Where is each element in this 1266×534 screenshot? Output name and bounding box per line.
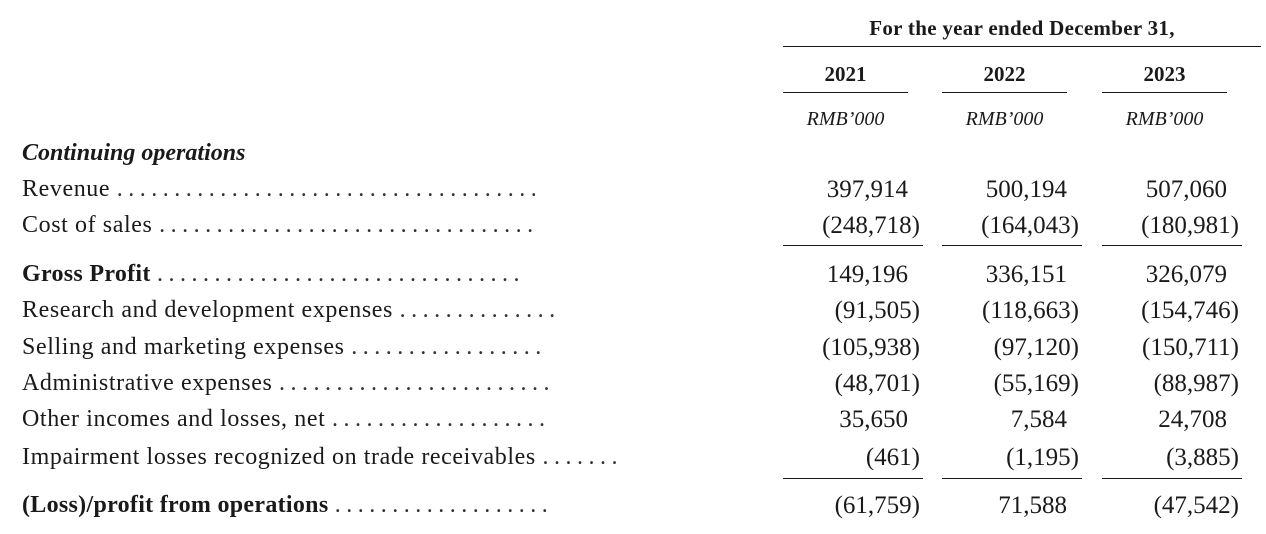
value-2023: 507,060 (1145, 176, 1227, 203)
value-2021: (91,505) (834, 297, 920, 324)
row-label-text: Revenue (22, 176, 111, 202)
leader-dots: ................... (334, 492, 554, 518)
table-row (0, 406, 1266, 442)
value-2023: (180,981) (1141, 212, 1239, 239)
value-2022: 336,151 (985, 261, 1067, 288)
table-row (0, 444, 1266, 480)
unit-label: RMB’000 (965, 108, 1044, 130)
year-rule (783, 92, 908, 93)
period-header-rule (783, 46, 1261, 47)
value-2021: (461) (865, 444, 920, 471)
value-2022: 500,194 (985, 176, 1067, 203)
table-row (0, 370, 1266, 406)
year-rule (942, 92, 1067, 93)
value-2021: (48,701) (834, 370, 920, 397)
row-label (22, 406, 750, 433)
subtotal-rule (942, 478, 1082, 479)
table-row (0, 176, 1266, 212)
table-row (0, 492, 1266, 528)
value-2021: (248,718) (822, 212, 920, 239)
value-2022: (118,663) (982, 297, 1079, 324)
row-label (22, 176, 750, 203)
value-2022: (97,120) (993, 334, 1079, 361)
unit-label: RMB’000 (806, 108, 885, 130)
row-label (22, 492, 750, 519)
leader-dots: ..................................... (116, 176, 543, 202)
value-2023: 326,079 (1145, 261, 1227, 288)
row-label (22, 212, 750, 239)
row-label (22, 261, 750, 288)
year-rule (1102, 92, 1227, 93)
row-label-text: Administrative expenses (22, 370, 273, 396)
subtotal-rule (942, 245, 1082, 246)
value-2021: (61,759) (834, 492, 920, 519)
value-2023: (3,885) (1166, 444, 1239, 471)
value-2023: (47,542) (1153, 492, 1239, 519)
subtotal-rule (783, 478, 923, 479)
row-label-text: Cost of sales (22, 212, 153, 238)
leader-dots: ................. (351, 334, 547, 360)
section-title: Continuing operations (22, 140, 246, 166)
leader-dots: ................... (331, 406, 551, 432)
row-label-text: Other incomes and losses, net (22, 406, 326, 432)
value-2022: (164,043) (981, 212, 1079, 239)
table-row (0, 334, 1266, 370)
table-row (0, 212, 1266, 248)
row-label-text: Impairment losses recognized on trade receivables (22, 444, 536, 470)
row-label-text: (Loss)/profit from operations (22, 492, 329, 518)
row-label (22, 444, 750, 471)
value-2022: 7,584 (1010, 406, 1067, 433)
value-2021: 149,196 (826, 261, 908, 288)
leader-dots: ................................. (159, 212, 539, 238)
value-2021: 397,914 (826, 176, 908, 203)
row-label (22, 370, 750, 397)
leader-dots: ................................ (157, 261, 526, 287)
value-2023: 24,708 (1158, 406, 1227, 433)
leader-dots: ........................ (279, 370, 556, 396)
value-2022: 71,588 (998, 492, 1067, 519)
value-2021: 35,650 (839, 406, 908, 433)
subtotal-rule (1102, 245, 1242, 246)
value-2021: (105,938) (822, 334, 920, 361)
row-label (22, 297, 750, 324)
unit-label: RMB’000 (1125, 108, 1204, 130)
year-2021-header: 2021 (824, 62, 867, 86)
year-2022-header: 2022 (983, 62, 1026, 86)
table-row (0, 297, 1266, 333)
subtotal-rule (1102, 478, 1242, 479)
period-header: For the year ended December 31, (869, 16, 1175, 40)
value-2023: (150,711) (1142, 334, 1239, 361)
leader-dots: .............. (399, 297, 561, 323)
value-2022: (55,169) (993, 370, 1079, 397)
table-row (0, 261, 1266, 297)
row-label (22, 334, 750, 361)
value-2022: (1,195) (1006, 444, 1079, 471)
value-2023: (154,746) (1141, 297, 1239, 324)
year-2023-header: 2023 (1143, 62, 1186, 86)
row-label-text: Research and development expenses (22, 297, 393, 323)
subtotal-rule (783, 245, 923, 246)
leader-dots: ....... (542, 444, 623, 470)
value-2023: (88,987) (1153, 370, 1239, 397)
row-label-text: Gross Profit (22, 261, 151, 287)
row-label-text: Selling and marketing expenses (22, 334, 345, 360)
